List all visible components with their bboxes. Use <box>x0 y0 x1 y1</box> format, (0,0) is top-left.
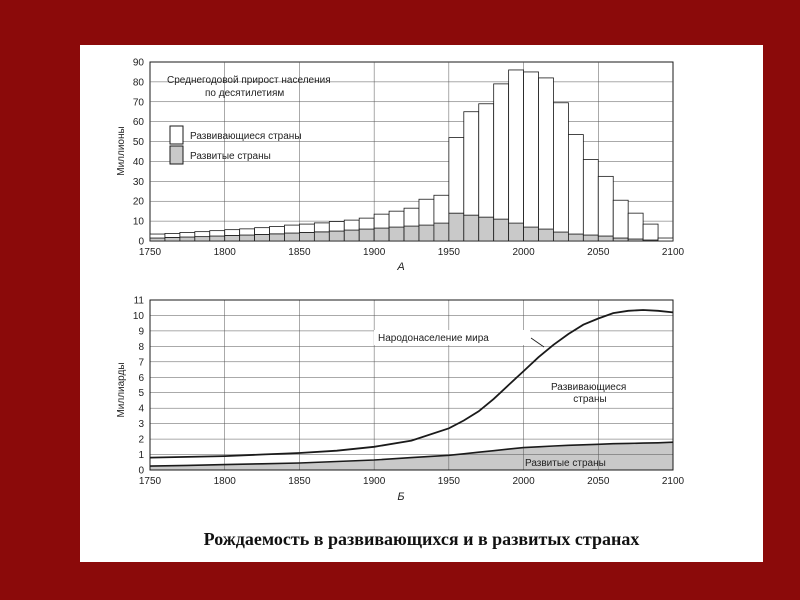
bar-developing <box>225 230 240 236</box>
bar-developing <box>270 226 285 233</box>
bar-developed <box>359 229 374 241</box>
chart-b-y-tick-labels <box>133 296 145 477</box>
charts-canvas <box>80 45 763 525</box>
chart-b-y-tick-label: 0 <box>138 465 144 477</box>
chart-a-subtitle: по десятилетиям <box>205 88 285 99</box>
chart-a-y-axis-label: Миллионы <box>116 126 127 176</box>
chart-a-x-tick-label: 1900 <box>363 247 386 258</box>
chart-a-y-tick-label: 30 <box>132 176 144 188</box>
bar-developed <box>284 233 299 241</box>
bar-developed <box>434 223 449 241</box>
bar-developing <box>553 103 568 232</box>
bar-developed <box>598 236 613 241</box>
bar-developing <box>299 224 314 232</box>
chart-a-x-tick-label: 1950 <box>437 247 460 258</box>
chart-a-y-tick-label: 70 <box>132 97 144 109</box>
chart-b-x-tick-label: 1800 <box>213 476 236 487</box>
chart-b-x-tick-label: 2050 <box>587 476 610 487</box>
chart-a-y-tick-label: 20 <box>132 196 144 208</box>
legend-swatch-developed <box>170 146 183 164</box>
bar-developing <box>479 104 494 217</box>
bar-developing <box>180 232 195 237</box>
slide-page <box>80 45 763 562</box>
legend-label-developing: Развивающиеся страны <box>190 131 302 142</box>
chart-b-x-tick-label: 1900 <box>363 476 386 487</box>
bar-developing <box>539 78 554 229</box>
bar-developed <box>553 232 568 241</box>
bar-developed <box>568 234 583 241</box>
bar-developing <box>195 232 210 237</box>
bar-developing <box>658 238 673 241</box>
bar-developing <box>583 159 598 235</box>
chart-b-y-tick-label: 1 <box>138 450 144 462</box>
bar-developing <box>150 234 165 238</box>
chart-a-y-tick-label: 60 <box>132 117 144 129</box>
bar-developing <box>643 224 658 240</box>
bar-developing <box>449 138 464 214</box>
bar-developed <box>255 234 270 241</box>
chart-a-x-tick-label: 2100 <box>661 247 685 258</box>
bar-developed <box>270 234 285 241</box>
chart-a-panel-label: А <box>397 261 405 273</box>
bar-developed <box>419 225 434 241</box>
chart-b-y-axis-label: Миллиарды <box>116 362 127 418</box>
chart-b-y-tick-label: 10 <box>132 310 144 322</box>
chart-b-x-tick-label: 1850 <box>288 476 311 487</box>
bar-developing <box>344 220 359 230</box>
chart-b-x-tick-label: 1950 <box>437 476 460 487</box>
bar-developing <box>165 233 180 237</box>
bar-developed <box>539 229 554 241</box>
bar-developed <box>225 235 240 241</box>
chart-a-y-tick-label: 10 <box>132 216 144 228</box>
chart-b-y-tick-label: 9 <box>138 326 144 338</box>
bar-developing <box>494 84 509 219</box>
chart-b-y-tick-label: 5 <box>138 388 144 400</box>
chart-a-y-tick-label: 80 <box>132 77 144 89</box>
bar-developed <box>150 238 165 241</box>
bar-developed <box>464 215 479 241</box>
bar-developed <box>449 213 464 241</box>
bar-developing <box>404 208 419 226</box>
chart-b-y-tick-label: 6 <box>138 372 144 384</box>
bar-developed <box>165 237 180 241</box>
bar-developed <box>524 227 539 241</box>
developing-label-line-1: Развивающиеся <box>550 382 627 393</box>
chart-a-y-tick-labels <box>133 58 145 248</box>
bar-developing <box>284 225 299 233</box>
bar-developed <box>180 237 195 241</box>
bar-developed <box>329 231 344 241</box>
chart-b-y-tick-label: 8 <box>138 341 144 353</box>
bar-developing <box>314 223 329 232</box>
chart-a-y-tick-label: 50 <box>132 137 144 149</box>
bar-developing <box>329 222 344 232</box>
bar-developing <box>210 231 225 236</box>
developing-label-line-2: страны <box>573 394 607 405</box>
bar-developed <box>240 235 255 241</box>
bar-developing <box>255 228 270 235</box>
bar-developing <box>628 213 643 239</box>
chart-b-developing-label <box>551 382 629 405</box>
chart-a-x-tick-label: 1850 <box>288 247 311 258</box>
slide-caption: Рождаемость в развивающихся и в развитых странах <box>203 529 640 549</box>
chart-a-x-tick-label: 1750 <box>138 247 162 258</box>
chart-a-x-tick-label: 1800 <box>213 247 236 258</box>
legend-label-developed: Развитые страны <box>190 151 271 162</box>
bar-developed <box>613 238 628 241</box>
chart-b-x-tick-label: 2100 <box>661 476 685 487</box>
chart-b-x-tick-label: 2000 <box>512 476 535 487</box>
bar-developed <box>195 237 210 241</box>
chart-a-y-tick-label: 90 <box>132 57 144 69</box>
bar-developing <box>598 176 613 236</box>
chart-a-title: Среднегодовой прирост населения <box>167 75 331 86</box>
bar-developed <box>299 232 314 241</box>
chart-a-x-tick-labels <box>139 247 685 258</box>
world-label-leader <box>531 338 544 347</box>
chart-b-panel-label: Б <box>397 491 405 503</box>
bar-developed <box>314 232 329 241</box>
chart-b-y-tick-label: 2 <box>138 434 144 446</box>
bar-developing <box>240 229 255 235</box>
chart-b-y-tick-label: 3 <box>138 419 144 431</box>
chart-a-x-tick-label: 2050 <box>587 247 610 258</box>
bar-developed <box>210 236 225 241</box>
chart-b-x-tick-label: 1750 <box>138 476 162 487</box>
bar-developed <box>583 235 598 241</box>
bar-developing <box>419 199 434 225</box>
bar-developing <box>524 72 539 227</box>
bar-developed <box>404 226 419 241</box>
bar-developed <box>374 228 389 241</box>
bar-developed <box>389 227 404 241</box>
bar-developing <box>509 70 524 223</box>
chart-a-x-tick-label: 2000 <box>512 247 535 258</box>
legend-swatch-developing <box>170 126 183 144</box>
bar-developed <box>509 223 524 241</box>
chart-a <box>116 58 685 274</box>
bar-developed <box>344 230 359 241</box>
bar-developing <box>389 211 404 227</box>
chart-b-y-tick-label: 4 <box>138 403 144 415</box>
chart-b-y-tick-label: 7 <box>138 357 144 369</box>
bar-developed <box>479 217 494 241</box>
bar-developing <box>613 200 628 238</box>
bar-developing <box>359 218 374 229</box>
chart-a-y-tick-label: 40 <box>132 156 144 168</box>
chart-a-y-tick-label: 0 <box>138 236 144 248</box>
bar-developing <box>374 214 389 228</box>
chart-b <box>116 296 685 504</box>
chart-b-developed-label: Развитые страны <box>525 458 606 469</box>
bar-developing <box>464 112 479 215</box>
bar-developing <box>434 195 449 223</box>
chart-b-world-population-label: Народонаселение мира <box>378 333 489 344</box>
bar-developed <box>494 219 509 241</box>
chart-b-y-tick-label: 11 <box>133 295 144 307</box>
bar-developing <box>568 135 583 234</box>
chart-b-x-tick-labels <box>139 476 685 487</box>
